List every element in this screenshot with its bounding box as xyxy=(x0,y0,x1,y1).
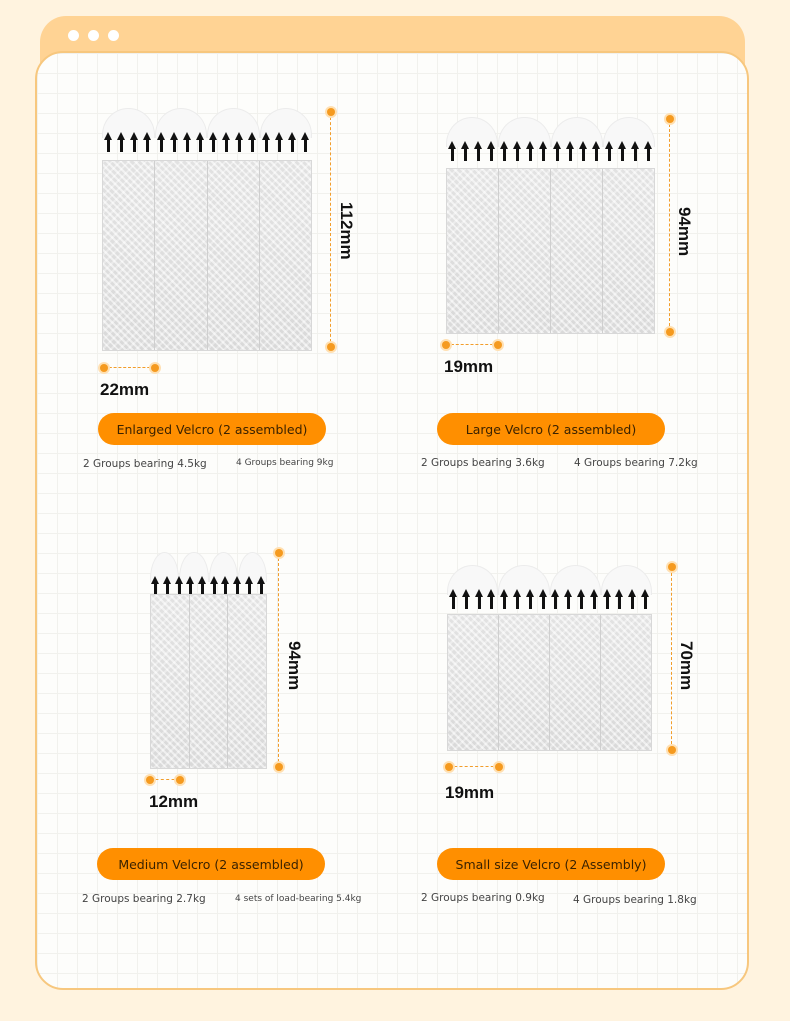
height-label: 112mm xyxy=(337,202,356,260)
dimension-marker xyxy=(668,563,676,571)
velcro-strip-image xyxy=(447,565,652,751)
height-dimension-line xyxy=(671,568,672,749)
window-dot-icon xyxy=(108,30,119,41)
window-dot-icon xyxy=(88,30,99,41)
dimension-marker xyxy=(666,328,674,336)
dimension-marker xyxy=(442,341,450,349)
width-label: 22mm xyxy=(100,380,150,399)
bearing-4-groups: 4 Groups bearing 9kg xyxy=(236,458,334,468)
velcro-strip-image xyxy=(150,552,267,769)
dimension-marker xyxy=(327,343,335,351)
arrow-up-icons xyxy=(447,587,652,609)
width-dimension-line xyxy=(104,367,155,368)
width-label: 19mm xyxy=(444,357,494,376)
bearing-2-groups: 2 Groups bearing 3.6kg xyxy=(421,457,545,469)
height-dimension-line xyxy=(669,119,670,331)
height-dimension-line xyxy=(330,112,331,347)
velcro-strip-image xyxy=(102,108,312,351)
product-name-badge: Medium Velcro (2 assembled) xyxy=(97,848,325,880)
dimension-marker xyxy=(668,746,676,754)
dimension-marker xyxy=(275,549,283,557)
product-name-badge: Large Velcro (2 assembled) xyxy=(437,413,665,445)
bearing-4-groups: 4 Groups bearing 7.2kg xyxy=(574,457,698,469)
bearing-2-groups: 2 Groups bearing 4.5kg xyxy=(83,458,207,470)
height-label: 94mm xyxy=(675,207,694,257)
arrow-up-icons xyxy=(150,574,267,596)
dimension-marker xyxy=(275,763,283,771)
bearing-4-groups: 4 Groups bearing 1.8kg xyxy=(573,894,697,906)
window-dots xyxy=(68,30,119,41)
product-name-badge: Enlarged Velcro (2 assembled) xyxy=(98,413,326,445)
bearing-2-groups: 2 Groups bearing 0.9kg xyxy=(421,892,545,904)
velcro-strip-image xyxy=(446,117,655,334)
dimension-marker xyxy=(494,341,502,349)
dimension-marker xyxy=(146,776,154,784)
width-label: 12mm xyxy=(149,792,199,811)
arrow-up-icons xyxy=(102,130,312,152)
dimension-marker xyxy=(445,763,453,771)
dimension-marker xyxy=(327,108,335,116)
dimension-marker xyxy=(495,763,503,771)
bearing-4-groups: 4 sets of load-bearing 5.4kg xyxy=(235,894,362,904)
bearing-2-groups: 2 Groups bearing 2.7kg xyxy=(82,893,206,905)
width-label: 19mm xyxy=(445,783,495,802)
dimension-marker xyxy=(100,364,108,372)
window-dot-icon xyxy=(68,30,79,41)
dimension-marker xyxy=(176,776,184,784)
width-dimension-line xyxy=(446,344,498,345)
dimension-marker xyxy=(666,115,674,123)
arrow-up-icons xyxy=(446,139,655,161)
height-label: 94mm xyxy=(285,641,304,691)
height-dimension-line xyxy=(278,553,279,767)
height-label: 70mm xyxy=(677,641,696,691)
product-name-badge: Small size Velcro (2 Assembly) xyxy=(437,848,665,880)
width-dimension-line xyxy=(449,766,499,767)
dimension-marker xyxy=(151,364,159,372)
